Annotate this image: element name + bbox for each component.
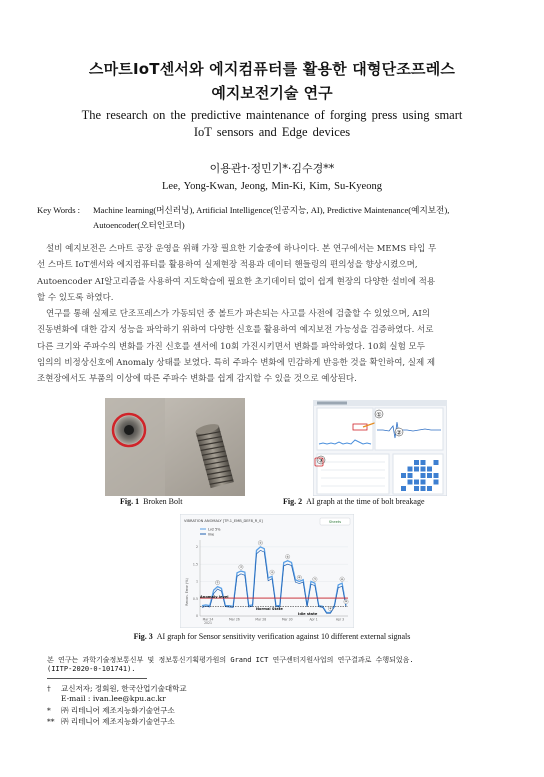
footnote-email: E-mail : ivan.lee@kpu.ac.kr <box>61 694 166 703</box>
heatmap-cell <box>414 480 419 485</box>
peak-marker-label: ① <box>216 580 219 585</box>
keywords-label: Key Words : <box>37 205 81 215</box>
heatmap-cell <box>408 467 413 472</box>
peak-marker-label: ⑤ <box>286 554 289 559</box>
abstract-paragraph-1 <box>37 241 507 306</box>
title-korean-line-1: 스마트IoT센서와 에지컴퓨터를 활용한 대형단조프레스 <box>88 60 456 78</box>
peak-marker-label: ④ <box>270 570 274 575</box>
abstract-line: 할 수 있도록 하였다. <box>37 292 114 303</box>
fig1-text: Broken Bolt <box>143 497 183 506</box>
abstract-paragraph-2 <box>37 306 507 387</box>
figure-2-ai-graph-screenshot <box>313 400 447 496</box>
heatmap-cell <box>434 480 439 485</box>
footnote-text: 교신저자; 정회원, 한국산업기술대학교 <box>61 684 187 693</box>
footnote-mark: † <box>47 684 51 693</box>
x-tick-label: Mar 28 <box>255 617 267 622</box>
heatmap-cell <box>427 473 432 478</box>
heatmap-cell <box>414 486 419 491</box>
x-tick-label: Mar 26 <box>229 617 240 622</box>
footnote-text: ㈜ 리테니어 제조지능화기술연구소 <box>61 717 175 726</box>
figure-1-caption <box>120 497 182 506</box>
heatmap-cell <box>401 486 406 491</box>
chart-title: VIBRATION ANOMALY [TP-1_EMB_DEF8_R_0] <box>184 519 263 523</box>
heatmap-cell <box>421 460 426 465</box>
acknowledgement: 본 연구는 과학기술정보통신부 및 정보통신기획평가원의 Grand ICT 연구센터지원사업의 연구결과로 수행되었음. <box>47 656 414 664</box>
normal-state-label: Normal State <box>256 607 283 611</box>
legend-series-1: Lv2 5% <box>208 527 221 532</box>
abstract-line: 진동변화에 대한 감지 성능을 파악하기 위하여 다양한 신호를 활용하여 예지보전 가능성을 검증하였다. 서로 <box>37 325 434 336</box>
anomaly-level-label: Anomaly level <box>200 595 229 599</box>
heatmap-cell <box>414 460 419 465</box>
footnote-affiliation-2 <box>47 717 175 727</box>
y-tick-label: 0 <box>195 614 198 619</box>
y-tick-label: 1.5 <box>192 562 198 567</box>
heatmap-cell <box>421 480 426 485</box>
heatmap-cell <box>434 473 439 478</box>
grant-code: (IITP-2020-0-101741). <box>47 665 136 673</box>
heatmap-cell <box>421 473 426 478</box>
title-english-line-1: The research on the predictive maintenance of forging press using smart <box>81 108 463 122</box>
figure-3-chart <box>180 514 354 628</box>
idle-state-label: Idle state <box>298 612 318 616</box>
heatmap-cell <box>408 473 413 478</box>
heatmap-cell <box>401 473 406 478</box>
peak-marker-label: ⑥ <box>297 575 301 580</box>
legend-series-2: line <box>208 532 215 537</box>
x-tick-label: Mar 30 <box>281 617 293 622</box>
peak-marker-label: ③ <box>259 541 262 546</box>
heatmap-cell <box>414 467 419 472</box>
fig3-label: Fig. 3 <box>133 632 153 641</box>
y-axis-label: Recon. Error (%) <box>185 578 189 606</box>
authors-korean: 이용관†·정민기*·김수경** <box>209 162 335 175</box>
fig2-text: AI graph at the time of bolt breakage <box>306 497 425 506</box>
peak-marker-label: ⑩ <box>344 599 348 604</box>
peak-marker-label: ⑦ <box>313 577 317 582</box>
y-tick-label: 2 <box>195 545 198 550</box>
heatmap-cell <box>421 467 426 472</box>
abstract-line: 설비 예지보전은 스마트 공장 운영을 위해 가장 필요한 기술중에 하나이다. 본 연구에서는 MEMS 타입 무 <box>46 244 437 254</box>
abstract-line: 연구를 통해 실제로 단조프레스가 가동되던 중 볼트가 파손되는 사고를 사전에 검출할 수 있었으며, AI의 <box>46 309 430 319</box>
x-tick-label: 2021 <box>204 621 212 626</box>
heatmap-cell <box>421 486 426 491</box>
footnote-divider <box>47 678 147 679</box>
chart-badge: Sheets <box>328 520 342 524</box>
fig2-marker-3: ③ <box>318 457 324 465</box>
keywords-line-1 <box>37 203 507 217</box>
footnote-text: ㈜ 리테니어 제조지능화기술연구소 <box>61 706 175 715</box>
x-tick-label: Mar 24 <box>202 617 214 622</box>
fig3-text: AI graph for Sensor sensitivity verification against 10 different external signals <box>156 632 411 641</box>
fig1-label: Fig. 1 <box>120 497 140 506</box>
abstract-line: 조현장에서도 부품의 이상에 따른 주파수 변화를 쉽게 감지할 수 있을 것으로 예상된다. <box>37 374 357 385</box>
peak-marker-label: ⑧ <box>329 606 332 611</box>
keywords-line-2: Autoencoder(오터인코더) <box>93 220 185 230</box>
figure-3-caption <box>0 632 544 641</box>
figure-2-caption <box>283 497 425 506</box>
footnote-mark: * <box>47 706 51 715</box>
footnote-mark: ** <box>47 717 55 726</box>
heatmap-cell <box>427 467 432 472</box>
footnote-corresponding <box>47 684 187 704</box>
keywords-text-1: Machine learning(머신러닝), Artificial Intelligence(인공지능, AI), Predictive Maintenance(예지보전), <box>93 205 450 215</box>
heatmap-cell <box>434 460 439 465</box>
x-tick-label: Apr 3 <box>335 617 345 622</box>
peak-marker-label: ② <box>239 565 243 570</box>
fig2-marker-2: ② <box>396 429 402 437</box>
title-english-line-2: IoT sensors and Edge devices <box>193 125 351 139</box>
y-tick-label: 0.5 <box>192 596 198 601</box>
abstract-line: Autoencoder AI알고리즘을 사용하여 지도학습에 필요한 초기데이터 없이 쉽게 현장의 다양한 설비에 적용 <box>37 276 436 287</box>
peak-marker-label: ⑨ <box>340 577 344 582</box>
abstract-line: 다른 크기와 주파수의 변화를 가진 신호를 센서에 10회 가진시키면서 변화를 파악하였다. 10회 실험 모두 <box>37 341 425 352</box>
title-korean-line-2: 예지보전기술 연구 <box>211 84 333 102</box>
abstract-line: 선 스마트 IoT센서와 에지컴퓨터를 활용하여 실제현장 적용과 데이터 핸들링의 편의성을 향상시켰으며, <box>37 260 418 271</box>
footnote-affiliation-1 <box>47 706 175 716</box>
y-tick-label: 1 <box>195 579 198 584</box>
x-tick-label: Apr 1 <box>309 617 318 622</box>
heatmap-cell <box>427 486 432 491</box>
heatmap-cell <box>408 480 413 485</box>
fig2-label: Fig. 2 <box>283 497 303 506</box>
authors-english: Lee, Yong-Kwan, Jeong, Min-Ki, Kim, Su-Kyeong <box>162 181 382 192</box>
abstract-line: 임의의 비정상신호에 Anomaly 상태를 보였다. 특히 주파수 변화에 민감하게 반응한 것을 확인하여, 실제 제 <box>37 357 436 368</box>
fig2-marker-1: ① <box>376 411 382 419</box>
figure-1-broken-bolt-photo <box>105 398 245 496</box>
